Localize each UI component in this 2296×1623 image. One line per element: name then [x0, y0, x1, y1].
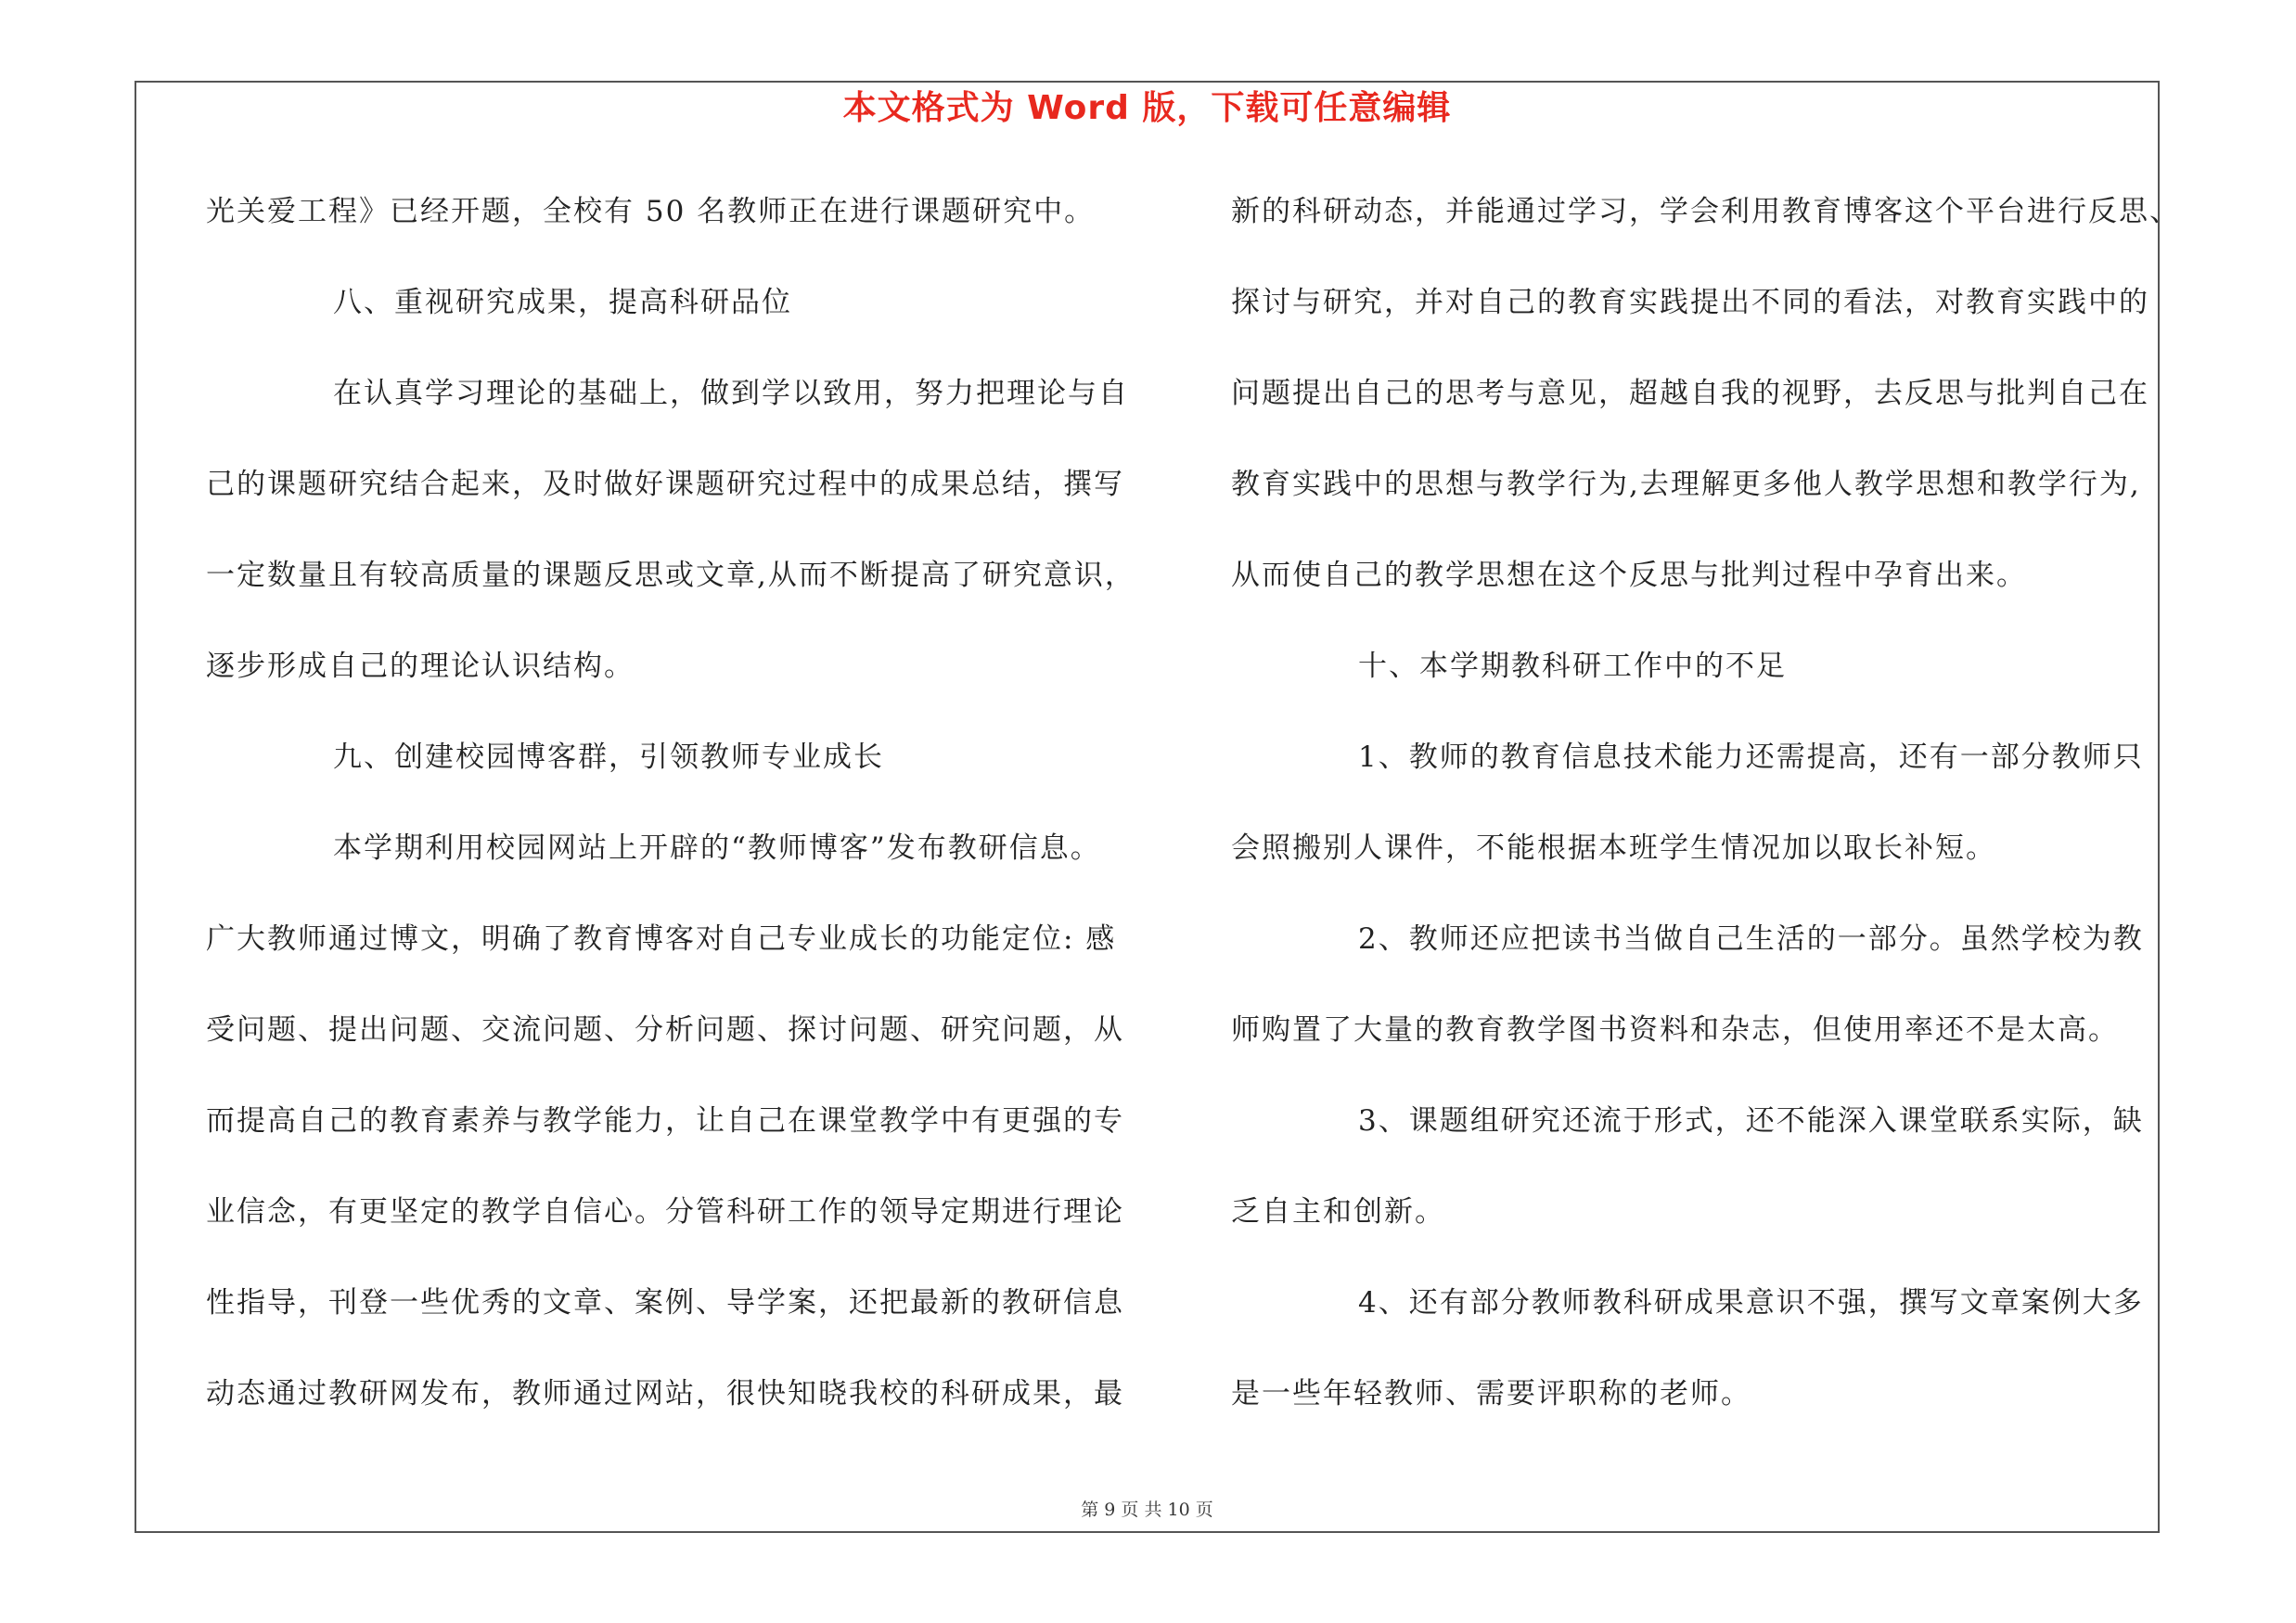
text-line: 探讨与研究，并对自己的教育实践提出不同的看法，对教育实践中的 — [1231, 286, 2149, 319]
text-line: 2、教师还应把读书当做自己生活的一部分。虽然学校为教 — [1358, 922, 2144, 956]
text-line: 十、本学期教科研工作中的不足 — [1358, 650, 1787, 683]
text-line: 受问题、提出问题、交流问题、分析问题、探讨问题、研究问题，从 — [206, 1013, 1124, 1047]
text-line: 一定数量且有较高质量的课题反思或文章,从而不断提高了研究意识， — [206, 559, 1135, 592]
text-line: 八、重视研究成果，提高科研品位 — [333, 286, 792, 319]
text-line: 3、课题组研究还流于形式，还不能深入课堂联系实际，缺 — [1358, 1104, 2144, 1138]
text-line: 逐步形成自己的理论认识结构。 — [206, 650, 635, 683]
text-line: 在认真学习理论的基础上，做到学以致用，努力把理论与自 — [333, 377, 1129, 410]
text-line: 会照搬别人课件，不能根据本班学生情况加以取长补短。 — [1231, 831, 1996, 865]
text-line: 乏自主和创新。 — [1231, 1195, 1445, 1229]
text-line: 师购置了大量的教育教学图书资料和杂志，但使用率还不是太高。 — [1231, 1013, 2119, 1047]
text-line: 1、教师的教育信息技术能力还需提高，还有一部分教师只 — [1358, 741, 2144, 774]
text-line: 而提高自己的教育素养与教学能力，让自己在课堂教学中有更强的专 — [206, 1104, 1124, 1138]
text-line: 光关爱工程》已经开题，全校有 50 名教师正在进行课题研究中。 — [206, 195, 1096, 228]
text-line: 业信念，有更坚定的教学自信心。分管科研工作的领导定期进行理论 — [206, 1195, 1124, 1229]
text-line: 教育实践中的思想与教学行为,去理解更多他人教学思想和教学行为, — [1231, 468, 2141, 501]
text-line: 广大教师通过博文，明确了教育博客对自己专业成长的功能定位: 感 — [206, 922, 1117, 956]
text-line: 己的课题研究结合起来，及时做好课题研究过程中的成果总结，撰写 — [206, 468, 1124, 501]
text-line: 九、创建校园博客群，引领教师专业成长 — [333, 741, 884, 774]
page-number: 第 9 页 共 10 页 — [1081, 1500, 1213, 1520]
text-line: 本学期利用校园网站上开辟的“教师博客”发布教研信息。 — [333, 831, 1101, 865]
left-column — [206, 184, 1135, 1457]
text-line: 从而使自己的教学思想在这个反思与批判过程中孕育出来。 — [1231, 559, 2027, 592]
text-line: 是一些年轻教师、需要评职称的老师。 — [1231, 1377, 1751, 1410]
text-line: 性指导，刊登一些优秀的文章、案例、导学案，还把最新的教研信息 — [206, 1286, 1124, 1320]
text-line: 4、还有部分教师教科研成果意识不强，撰写文章案例大多 — [1358, 1286, 2144, 1320]
text-line: 问题提出自己的思考与意见，超越自我的视野，去反思与批判自己在 — [1231, 377, 2149, 410]
format-banner: 本文格式为 Word 版，下载可任意编辑 — [842, 89, 1452, 127]
right-column — [1231, 184, 2180, 1457]
text-line: 动态通过教研网发布，教师通过网站，很快知晓我校的科研成果，最 — [206, 1377, 1124, 1410]
text-line: 新的科研动态，并能通过学习，学会利用教育博客这个平台进行反思、 — [1231, 195, 2180, 228]
